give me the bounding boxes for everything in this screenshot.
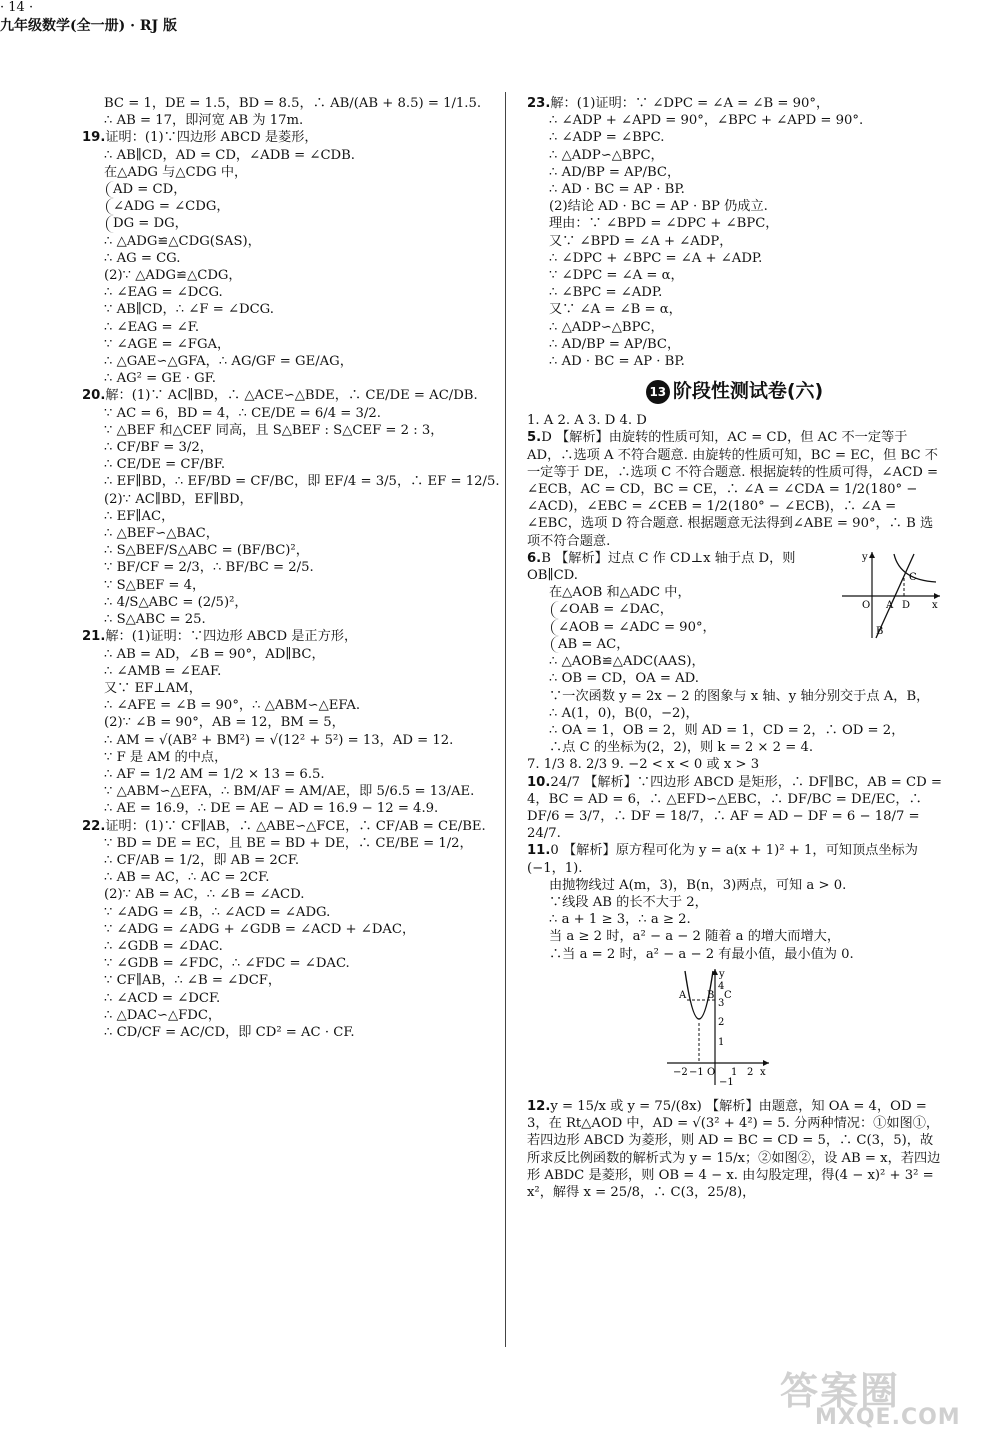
answer-line [82, 542, 482, 559]
answer-line [82, 129, 482, 146]
fig6-label: y [862, 551, 868, 563]
fig11-label: −2 [673, 1066, 688, 1078]
answer-line [82, 577, 482, 594]
answer-12-block [527, 1098, 942, 1201]
answer-line [527, 877, 942, 894]
answer-line [527, 353, 942, 370]
answer-text: 又∵ ∠BPD = ∠A + ∠ADP， [549, 233, 733, 249]
column-divider [505, 92, 506, 1347]
answer-line [82, 491, 482, 508]
answer-text: ∠ADG = ∠CDG， [113, 199, 230, 215]
answer-text: ∵一次函数 y = 2x − 2 的图象与 x 轴、y 轴分别交于点 A，B， [549, 688, 930, 704]
answer-text: (2)∵ △ADG≌△CDG， [104, 268, 242, 284]
answer-text: 又∵ ∠A = ∠B = α， [549, 302, 682, 318]
answer-text: ∠AOB = ∠ADC = 90°， [558, 619, 716, 635]
answer-text: ∴ AD · BC = AP · BP. [549, 182, 685, 198]
answer-text: ∵ AB∥CD，∴ ∠F = ∠DCG. [104, 302, 274, 318]
answer-text: ∵ CF∥AB，∴ ∠B = ∠DCF， [104, 973, 282, 989]
answer-text: D 【解析】由旋转的性质可知，AC = CD，但 AC 不一定等于 AD，∴选项 A 不符合题意. 由旋转的性质可知，BC = EC，但 BC 不一定等于 DE，∴选项 C 不符合题意. 根据旋转的性质可得，∠ACD = ∠ECB，AC = CD，BC = CE，∴ ∠A = ∠CDA = 1/2(180° − ∠ACD)，∠EBC = ∠CEB = 1/2(180° − ∠ECB)，∴ ∠A = ∠EBC，选项 D 符合题意. 根据题意无法得到∠ABE = 90°，∴ B 选项不符合题意. [527, 430, 939, 549]
answer-text: ∴ AE = 16.9，∴ DE = AE − AD = 16.9 − 12 = 4.9. [104, 801, 439, 817]
answer-line [82, 628, 482, 645]
answer-line [82, 886, 482, 903]
answer-text: ∴ ∠GDB = ∠DAC. [104, 938, 223, 954]
answer-line [527, 250, 942, 267]
fig11-label: 3 [718, 997, 725, 1009]
answer-line [527, 756, 942, 773]
answer-text: ∴ AF = 1/2 AM = 1/2 × 13 = 6.5. [104, 766, 325, 782]
answer-text: (2)∵ AB = AC，∴ ∠B = ∠ACD. [104, 887, 305, 903]
answer-text: ∴ AM = √(AB² + BM²) = √(12² + 5²) = 13，AD = 12. [104, 732, 454, 748]
answer-line [527, 301, 942, 318]
answer-line [82, 473, 500, 490]
answer-line [82, 955, 482, 972]
answer-line [82, 284, 482, 301]
answer-text: ∴ △ADP∽△BPC， [549, 319, 664, 335]
answer-line [82, 387, 482, 404]
answer-text: ∴ ∠EAG = ∠DCG. [104, 285, 223, 301]
answer-text: ∴ CE/DE = CF/BF. [104, 457, 226, 473]
answer-text: 理由：∵ ∠BPD = ∠DPC + ∠BPC， [549, 216, 779, 232]
answer-line [82, 233, 482, 250]
answer-text: ∴ △GAE∽△GFA，∴ AG/GF = GE/AG， [104, 354, 353, 370]
fig11-label: 4 [718, 980, 725, 992]
left-column [82, 95, 500, 1041]
answer-text: ∴ ∠ADP = ∠BPC. [549, 130, 665, 146]
answer-line [82, 921, 482, 938]
answer-line [106, 181, 482, 198]
book-title: 九年级数学(全一册) · RJ 版 [0, 18, 178, 34]
answer-line [527, 894, 942, 911]
answer-text: ∴点 C 的坐标为(2，2)，则 k = 2 × 2 = 4. [549, 740, 814, 756]
answer-line [82, 267, 482, 284]
parabola-figure [667, 967, 772, 1087]
answer-line [527, 164, 942, 181]
fig11-label: 1 [731, 1066, 738, 1078]
answer-text: ∴ △ADP∽△BPC， [549, 147, 664, 163]
answer-text: BC = 1，DE = 1.5，BD = 8.5，∴ AB/(AB + 8.5) = 1/1.5. [104, 96, 482, 111]
answer-text: (2)∵ ∠B = 90°，AB = 12，BM = 5， [104, 715, 345, 731]
answer-text: 解：(1)证明：∵四边形 ABCD 是正方形， [105, 629, 358, 645]
answer-line [527, 774, 942, 843]
answer-line [527, 722, 942, 739]
answer-line [82, 818, 486, 835]
answer-text: DG = DG， [113, 216, 188, 232]
answer-text: ∴ OB = CD，OA = AD. [549, 671, 699, 687]
fig11-label: −1 [689, 1066, 704, 1078]
answer-line [527, 412, 942, 429]
answer-line [527, 1098, 942, 1201]
answer-text: ∵ AC = 6，BD = 4，∴ CE/DE = 6/4 = 3/2. [104, 405, 381, 421]
answer-line [82, 749, 482, 766]
answer-text: ∴ AB = AD，∠B = 90°，AD∥BC， [104, 646, 325, 662]
answer-text: ∴ ∠BPC = ∠ADP. [549, 285, 663, 301]
watermark-logo: 答案圈 [780, 1369, 901, 1413]
answer-text: 在△AOB 和△ADC 中， [549, 585, 691, 601]
answer-text: ∵ ∠ADG = ∠B，∴ ∠ACD = ∠ADG. [104, 904, 331, 920]
answer-line [106, 215, 482, 232]
fig6-label: B [876, 625, 884, 637]
answer-line [527, 129, 942, 146]
answer-line [82, 147, 482, 164]
answer-text: ∴ CD/CF = AC/CD，即 CD² = AC · CF. [104, 1024, 355, 1040]
answer-line [82, 439, 482, 456]
answer-text: ∴ AG² = GE · GF. [104, 371, 216, 387]
fig11-label: y [719, 968, 725, 980]
answer-text: 1. A 2. A 3. D 4. D [527, 413, 647, 429]
answer-text: 证明：(1)∵四边形 ABCD 是菱形， [105, 130, 318, 146]
fig6-label: O [862, 599, 871, 611]
answer-text: 7. 1/3 8. 2/3 9. −2 < x < 0 或 x > 3 [527, 757, 760, 773]
section-number-badge: 13 [646, 380, 670, 404]
question-number: 5. [527, 430, 542, 446]
answer-text: ∵ ∠DPC = ∠A = α， [549, 268, 684, 284]
answer-text: ∴ △AOB≌△ADC(AAS)， [549, 654, 705, 670]
answer-line [527, 653, 942, 670]
answer-line [527, 284, 942, 301]
answer-text: ∴ AD/BP = AP/BC， [549, 164, 681, 180]
answer-line [82, 559, 482, 576]
answer-line [527, 267, 942, 284]
answer-line [527, 112, 942, 129]
answer-line [527, 688, 942, 705]
answer-line [82, 783, 482, 800]
answer-line [82, 990, 482, 1007]
answer-text: 解：(1)证明：∵ ∠DPC = ∠A = ∠B = 90°， [550, 96, 830, 111]
answer-text: 24/7 【解析】∵四边形 ABCD 是矩形，∴ DF∥BC，AB = CD = 4，BC = AD = 6，∴ △EFD∽△EBC，∴ DF/BC = DE/EC，∴ DF/6 = 3/7，∴ DF = 18/7，∴ AF = AD − DF = 6 − 18/7 = 24/7. [527, 774, 942, 842]
answer-text: ∴ A(1，0)，B(0，−2)， [549, 705, 699, 721]
answer-line [527, 336, 942, 353]
answer-line [82, 663, 482, 680]
answer-text: ∴ AB = AC，∴ AC = 2CF. [104, 870, 270, 886]
answer-line [527, 928, 942, 945]
answer-23-block [527, 95, 942, 370]
answer-text: ∴ S△ABC = 25. [104, 612, 206, 628]
answer-text: AD = CD， [113, 182, 187, 198]
answer-text: ∵ ∠GDB = ∠FDC，∴ ∠FDC = ∠DAC. [104, 956, 350, 972]
question-number: 12. [527, 1098, 551, 1114]
question-number: 20. [82, 388, 106, 404]
answer-line [82, 594, 482, 611]
linear-function-figure [842, 550, 942, 640]
answer-text: ∴ EF∥AC， [104, 508, 175, 524]
answer-text: 0 【解析】原方程可化为 y = a(x + 1)² + 1，可知顶点坐标为(−1，1). [527, 843, 918, 876]
fig6-label: C [909, 571, 917, 583]
answer-line [527, 198, 942, 215]
answer-text: 在△ADG 与△CDG 中， [104, 164, 248, 180]
answer-text: ∵ S△BEF = 4， [104, 577, 206, 593]
fig11-label: 2 [718, 1016, 725, 1028]
answer-text: AB = AC， [558, 636, 630, 652]
answer-line [527, 95, 942, 112]
answer-text: (2)∵ AC∥BD，EF∥BD， [104, 491, 253, 507]
answer-text: ∵ △BEF 和△CEF 同高，且 S△BEF : S△CEF = 2 : 3， [104, 422, 444, 438]
answer-line [82, 250, 482, 267]
answer-text: ∴ △ADG≌△CDG(SAS)， [104, 233, 261, 249]
answer-text: ∵ ∠AGE = ∠FGA， [104, 336, 231, 352]
answer-line [527, 215, 942, 232]
fig11-label: A [679, 989, 687, 1001]
answer-line [106, 198, 482, 215]
answer-line [527, 705, 942, 722]
answer-text: ∴ a + 1 ≥ 3，∴ a ≥ 2. [549, 912, 691, 928]
answer-text: ∴ ∠ACD = ∠DCF. [104, 990, 221, 1006]
answer-text: ∴ AB∥CD，AD = CD，∠ADB = ∠CDB. [104, 147, 355, 163]
answer-text: ∴ ∠DPC + ∠BPC = ∠A + ∠ADP. [549, 250, 763, 266]
answer-line [82, 646, 482, 663]
page-number: · 14 · [0, 0, 34, 15]
answer-text: ∴ AD · BC = AP · BP. [549, 354, 685, 370]
answer-line [82, 422, 482, 439]
answer-line [82, 852, 482, 869]
answer-text: ∴ CF/BF = 3/2， [104, 440, 213, 456]
answer-line [527, 739, 942, 756]
fig11-label: 2 [747, 1066, 754, 1078]
answer-text: ∴ OA = 1，OB = 2，则 AD = 1，CD = 2，∴ OD = 2， [549, 722, 905, 738]
answer-line [82, 508, 482, 525]
answer-text: 解：(1)∵ AC∥BD，∴ △ACE∽△BDE，∴ CE/DE = AC/DB. [105, 388, 478, 404]
answer-line [527, 147, 942, 164]
answer-text: ∴ EF∥BD，∴ EF/BD = CF/BC，即 EF/4 = 3/5，∴ EF = 12/5. [104, 474, 500, 490]
question-number: 19. [82, 130, 106, 146]
answer-line [82, 353, 482, 370]
answer-text: ∵ F 是 AM 的中点， [104, 749, 228, 765]
answer-text: 由抛物线过 A(m，3)，B(n，3)两点，可知 a > 0. [549, 877, 847, 893]
fig6-label: x [932, 599, 938, 611]
fig11-label: B [707, 989, 715, 1001]
fig11-label: x [760, 1066, 766, 1078]
answer-line [527, 946, 942, 963]
answer-line [82, 869, 482, 886]
answer-text: ∵ ∠ADG = ∠ADG + ∠GDB = ∠ACD + ∠DAC， [104, 921, 416, 937]
answer-line [527, 233, 942, 250]
answer-line [527, 181, 942, 198]
answer-line [82, 370, 482, 387]
answer-text: ∵ BF/CF = 2/3，∴ BF/BC = 2/5. [104, 560, 314, 576]
answer-text: ∠OAB = ∠DAC， [558, 602, 673, 618]
answer-text: ∴ AD/BP = AP/BC， [549, 336, 681, 352]
fig6-label: A [886, 599, 894, 611]
fig6-label: D [902, 599, 911, 611]
answer-line [82, 456, 482, 473]
answer-text: ∴ ∠ADP + ∠APD = 90°，∠BPC + ∠APD = 90°. [549, 113, 864, 129]
answer-text: ∵ △ABM∽△EFA，∴ BM/AF = AM/AE，即 5/6.5 = 13/AE. [104, 784, 475, 800]
answer-line [82, 732, 482, 749]
answer-text: (2)结论 AD · BC = AP · BP 仍成立. [549, 199, 768, 215]
answer-text: ∵线段 AB 的长不大于 2， [549, 894, 708, 910]
answer-line [82, 972, 482, 989]
answer-text: ∴ AG = CG. [104, 250, 181, 266]
answer-line [82, 835, 482, 852]
answer-text: ∴ CF/AB = 1/2，即 AB = 2CF. [104, 852, 300, 868]
section-heading [527, 378, 942, 404]
question-number: 21. [82, 629, 106, 645]
answer-line [82, 697, 482, 714]
answer-text: ∴ AB = 17，即河宽 AB 为 17m. [104, 113, 304, 129]
answer-line [527, 911, 942, 928]
answer-line [82, 680, 482, 697]
fig11-label: C [724, 989, 732, 1001]
question-number: 22. [82, 818, 106, 834]
answer-line [82, 611, 482, 628]
answer-line [82, 1024, 482, 1041]
fig11-label: O [707, 1066, 716, 1078]
question-number: 10. [527, 774, 551, 790]
answer-line [82, 336, 482, 353]
question-number: 11. [527, 843, 551, 859]
answer-text: ∴ ∠EAG = ∠F. [104, 319, 200, 335]
answer-text: 证明：(1)∵ CF∥AB，∴ △ABE∽△FCE，∴ CF/AB = CE/BE. [105, 818, 486, 834]
watermark-url: MXQE.COM [815, 1405, 961, 1430]
test-answers-block [527, 412, 942, 963]
answer-line [527, 670, 942, 687]
answer-line [82, 904, 482, 921]
answer-text: B 【解析】过点 C 作 CD⊥x 轴于点 D，则 OB∥CD. [527, 550, 796, 584]
answer-line [527, 319, 942, 336]
question-number: 6. [527, 550, 542, 566]
answer-line [82, 800, 482, 817]
answer-line [82, 766, 482, 783]
answer-line [82, 95, 482, 112]
answer-line [527, 842, 942, 876]
right-column [527, 95, 942, 1201]
answer-text: ∴ ∠AFE = ∠B = 90°，∴ △ABM∽△EFA. [104, 698, 361, 714]
answer-text: ∴ △DAC∽△FDC， [104, 1007, 222, 1023]
answer-line [82, 164, 482, 181]
answer-text: y = 15/x 或 y = 75/(8x) 【解析】由题意，知 OA = 4，OD = 3，在 Rt△AOD 中，AD = √(3² + 4²) = 5. 分两种情况：①如图①，若四边形 ABCD 为菱形，则 AD = BC = CD = 5，∴ C(3，5)，故所求反比例函数的解析式为 y = 15/x；②如图②，设 AB = x，若四边形 ABDC 是菱形，则 OB = 4 − x. 由勾股定理，得(4 − x)² + 3² = x²，解得 x = 25/8，∴ C(3，25/8)， [527, 1098, 941, 1200]
question-number: 23. [527, 96, 551, 111]
answer-line [82, 1007, 482, 1024]
section-title: 阶段性测试卷(六) [672, 380, 824, 403]
answer-text: ∴ 4/S△ABC = (2/5)²， [104, 594, 248, 610]
answer-text: ∵ BD = DE = EC，且 BE = BD + DE，∴ CE/BE = 1/2， [104, 835, 473, 851]
answer-line [82, 301, 482, 318]
answer-text: ∴ S△BEF/S△ABC = (BF/BC)²， [104, 543, 309, 559]
answer-text: 又∵ EF⊥AM， [104, 680, 202, 696]
answer-line [82, 319, 482, 336]
answer-text: ∴ △BEF∽△BAC， [104, 526, 219, 542]
answer-text: ∴当 a = 2 时，a² − a − 2 有最小值，最小值为 0. [549, 946, 854, 962]
answer-line [527, 429, 942, 549]
answer-line [82, 525, 482, 542]
answer-line [82, 112, 482, 129]
answer-line [82, 714, 482, 731]
answer-line [82, 938, 482, 955]
answer-text: ∴ ∠AMB = ∠EAF. [104, 663, 222, 679]
answer-text: 当 a ≥ 2 时，a² − a − 2 随着 a 的增大而增大， [549, 929, 841, 945]
fig11-label: −1 [719, 1076, 734, 1087]
answer-line [82, 405, 482, 422]
fig11-label: 1 [718, 1036, 725, 1048]
